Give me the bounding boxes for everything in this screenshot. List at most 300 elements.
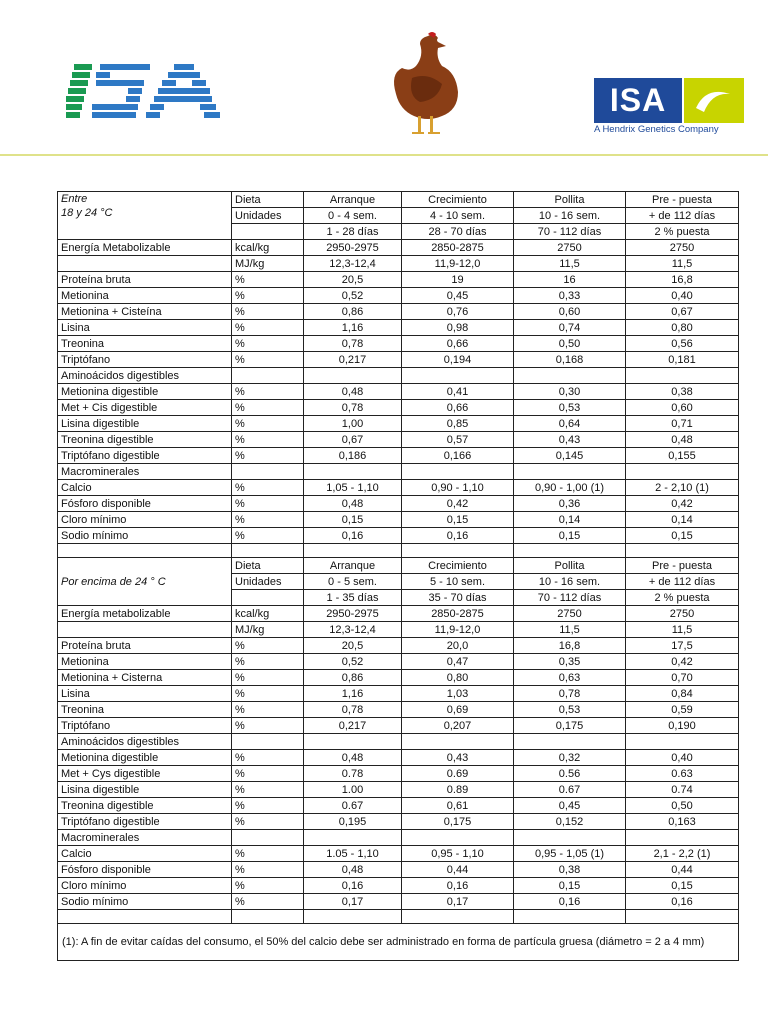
value-cell: 0,186: [304, 448, 402, 464]
value-cell: 0,63: [514, 670, 626, 686]
value-cell: 0,181: [626, 352, 739, 368]
units-label: Dieta: [232, 192, 304, 208]
value-cell: 12,3-12,4: [304, 256, 402, 272]
value-cell: 0,60: [514, 304, 626, 320]
value-cell: [626, 464, 739, 480]
value-cell: 0,17: [304, 894, 402, 910]
value-cell: 1,03: [402, 686, 514, 702]
value-cell: 0,14: [626, 512, 739, 528]
value-cell: 0,175: [514, 718, 626, 734]
phase-header: Pollita: [514, 192, 626, 208]
spacer-row: [58, 910, 739, 924]
table-row: [58, 400, 739, 416]
nutrient-name: Proteína bruta: [58, 638, 232, 654]
table-row: [58, 464, 739, 480]
nutrient-name: Met + Cys digestible: [58, 766, 232, 782]
value-cell: 2850-2875: [402, 606, 514, 622]
spacer-cell: [58, 544, 232, 558]
value-cell: 0,16: [304, 878, 402, 894]
unit-cell: %: [232, 512, 304, 528]
spacer-cell: [58, 910, 232, 924]
value-cell: 0,207: [402, 718, 514, 734]
value-cell: 0,195: [304, 814, 402, 830]
value-cell: 0,30: [514, 384, 626, 400]
unit-cell: [232, 830, 304, 846]
table-row: [58, 846, 739, 862]
value-cell: 0,38: [626, 384, 739, 400]
value-cell: 0,15: [626, 878, 739, 894]
isa-logo-right: [594, 78, 749, 140]
unit-cell: %: [232, 528, 304, 544]
value-cell: 0,78: [304, 400, 402, 416]
value-cell: [514, 368, 626, 384]
nutrient-name: Metionina + Cisteína: [58, 304, 232, 320]
unit-cell: %: [232, 846, 304, 862]
value-cell: 0,16: [402, 878, 514, 894]
value-cell: 11,5: [514, 256, 626, 272]
value-cell: 0.63: [626, 766, 739, 782]
value-cell: 16,8: [626, 272, 739, 288]
value-cell: 0,16: [304, 528, 402, 544]
unit-cell: %: [232, 718, 304, 734]
value-cell: 0,57: [402, 432, 514, 448]
spacer-cell: [232, 910, 304, 924]
table-row: [58, 894, 739, 910]
unit-cell: %: [232, 894, 304, 910]
table-row: [58, 368, 739, 384]
value-cell: 0.78: [304, 766, 402, 782]
value-cell: 0.69: [402, 766, 514, 782]
nutrient-name: Macrominerales: [58, 464, 232, 480]
value-cell: 0,42: [626, 496, 739, 512]
phase-header: Arranque: [304, 558, 402, 574]
nutrient-name: Lisina digestible: [58, 416, 232, 432]
unit-cell: %: [232, 400, 304, 416]
phase-header: Crecimiento: [402, 558, 514, 574]
value-cell: 0,166: [402, 448, 514, 464]
table-row: [58, 480, 739, 496]
unit-cell: %: [232, 750, 304, 766]
value-cell: 16,8: [514, 638, 626, 654]
value-cell: 0,33: [514, 288, 626, 304]
spacer-cell: [626, 544, 739, 558]
phase-header: 70 - 112 días: [514, 224, 626, 240]
value-cell: 0,66: [402, 400, 514, 416]
unit-cell: %: [232, 654, 304, 670]
table-row: [58, 862, 739, 878]
table-row: [58, 352, 739, 368]
value-cell: 0,76: [402, 304, 514, 320]
value-cell: 0,56: [626, 336, 739, 352]
phase-header: 2 % puesta: [626, 590, 739, 606]
value-cell: 0,90 - 1,10: [402, 480, 514, 496]
isa-logo-swoosh: [684, 78, 744, 123]
section-condition: Por encima de 24 ° C: [58, 558, 232, 606]
value-cell: 0,15: [304, 512, 402, 528]
value-cell: 0,80: [402, 670, 514, 686]
value-cell: 1.00: [304, 782, 402, 798]
table-row: [58, 256, 739, 272]
phase-header: 5 - 10 sem.: [402, 574, 514, 590]
value-cell: 19: [402, 272, 514, 288]
table-row: [58, 766, 739, 782]
value-cell: 0,15: [402, 512, 514, 528]
nutrient-name: Cloro mínimo: [58, 512, 232, 528]
value-cell: 0,38: [514, 862, 626, 878]
nutrient-name: [58, 256, 232, 272]
value-cell: 11,9-12,0: [402, 256, 514, 272]
header-divider: [0, 154, 768, 156]
value-cell: 0,95 - 1,05 (1): [514, 846, 626, 862]
value-cell: 0,86: [304, 670, 402, 686]
table-row: [58, 638, 739, 654]
nutrient-name: Sodio mínimo: [58, 528, 232, 544]
nutrient-name: Sodio mínimo: [58, 894, 232, 910]
table-row: [58, 496, 739, 512]
table-row: [58, 734, 739, 750]
nutrient-name: Triptófano digestible: [58, 814, 232, 830]
value-cell: 0,41: [402, 384, 514, 400]
header-row: [58, 558, 739, 574]
value-cell: 0,163: [626, 814, 739, 830]
value-cell: 0,190: [626, 718, 739, 734]
value-cell: 0,194: [402, 352, 514, 368]
value-cell: [626, 734, 739, 750]
isa-logo-left: [66, 58, 226, 124]
value-cell: 0,35: [514, 654, 626, 670]
value-cell: 0,78: [304, 336, 402, 352]
value-cell: 2,1 - 2,2 (1): [626, 846, 739, 862]
unit-cell: [232, 368, 304, 384]
value-cell: 2950-2975: [304, 606, 402, 622]
unit-cell: %: [232, 336, 304, 352]
value-cell: 0,78: [514, 686, 626, 702]
nutrient-name: Cloro mínimo: [58, 878, 232, 894]
value-cell: 0,217: [304, 352, 402, 368]
table-row: [58, 320, 739, 336]
units-label: [232, 224, 304, 240]
table-row: [58, 686, 739, 702]
phase-header: Pre - puesta: [626, 558, 739, 574]
unit-cell: %: [232, 288, 304, 304]
spacer-cell: [304, 910, 402, 924]
value-cell: [402, 830, 514, 846]
value-cell: 0,69: [402, 702, 514, 718]
phase-header: 28 - 70 días: [402, 224, 514, 240]
value-cell: 2750: [514, 606, 626, 622]
nutrient-name: Treonina digestible: [58, 798, 232, 814]
table-row: [58, 272, 739, 288]
table-row: [58, 304, 739, 320]
value-cell: 12,3-12,4: [304, 622, 402, 638]
nutrient-name: Macrominerales: [58, 830, 232, 846]
value-cell: 0,152: [514, 814, 626, 830]
value-cell: 0,168: [514, 352, 626, 368]
value-cell: 0,217: [304, 718, 402, 734]
unit-cell: %: [232, 304, 304, 320]
unit-cell: MJ/kg: [232, 622, 304, 638]
value-cell: 0.67: [304, 798, 402, 814]
value-cell: 0,64: [514, 416, 626, 432]
table-row: [58, 702, 739, 718]
value-cell: 0,43: [514, 432, 626, 448]
value-cell: [304, 368, 402, 384]
value-cell: 0,86: [304, 304, 402, 320]
nutrient-name: Metionina: [58, 288, 232, 304]
nutrient-name: Lisina: [58, 686, 232, 702]
nutrient-name: Aminoácidos digestibles: [58, 368, 232, 384]
table-row: [58, 512, 739, 528]
value-cell: 0,45: [514, 798, 626, 814]
nutrient-name: Triptófano digestible: [58, 448, 232, 464]
value-cell: 2 - 2,10 (1): [626, 480, 739, 496]
unit-cell: %: [232, 686, 304, 702]
value-cell: 0,145: [514, 448, 626, 464]
header-row: [58, 192, 739, 208]
value-cell: [514, 464, 626, 480]
value-cell: 0,15: [514, 528, 626, 544]
value-cell: 0,48: [626, 432, 739, 448]
table-row: [58, 416, 739, 432]
unit-cell: %: [232, 496, 304, 512]
units-label: [232, 590, 304, 606]
table-row: [58, 240, 739, 256]
value-cell: [514, 830, 626, 846]
value-cell: 20,0: [402, 638, 514, 654]
nutrient-name: Lisina: [58, 320, 232, 336]
phase-header: 2 % puesta: [626, 224, 739, 240]
table-row: [58, 814, 739, 830]
footnote-row: [58, 924, 739, 961]
value-cell: 0,80: [626, 320, 739, 336]
value-cell: 0,95 - 1,10: [402, 846, 514, 862]
value-cell: 0,70: [626, 670, 739, 686]
value-cell: 0,48: [304, 862, 402, 878]
value-cell: 0,42: [626, 654, 739, 670]
value-cell: 0,16: [514, 894, 626, 910]
value-cell: 0,14: [514, 512, 626, 528]
phase-header: 70 - 112 días: [514, 590, 626, 606]
value-cell: 0,47: [402, 654, 514, 670]
value-cell: [304, 464, 402, 480]
value-cell: 0,74: [514, 320, 626, 336]
hen-illustration: [384, 30, 464, 140]
value-cell: [304, 734, 402, 750]
value-cell: 1,16: [304, 686, 402, 702]
value-cell: 0,50: [514, 336, 626, 352]
units-label: Unidades: [232, 574, 304, 590]
value-cell: 0,52: [304, 288, 402, 304]
value-cell: 0,15: [514, 878, 626, 894]
unit-cell: %: [232, 670, 304, 686]
nutrient-name: Calcio: [58, 480, 232, 496]
unit-cell: %: [232, 702, 304, 718]
phase-header: 10 - 16 sem.: [514, 574, 626, 590]
table-row: [58, 622, 739, 638]
value-cell: 0,84: [626, 686, 739, 702]
value-cell: 0.56: [514, 766, 626, 782]
value-cell: [402, 368, 514, 384]
phase-header: + de 112 días: [626, 208, 739, 224]
value-cell: 0,52: [304, 654, 402, 670]
phase-header: 4 - 10 sem.: [402, 208, 514, 224]
value-cell: 0,45: [402, 288, 514, 304]
value-cell: 0,155: [626, 448, 739, 464]
table-row: [58, 718, 739, 734]
value-cell: 11,9-12,0: [402, 622, 514, 638]
value-cell: 0,53: [514, 400, 626, 416]
table-row: [58, 606, 739, 622]
value-cell: 2750: [514, 240, 626, 256]
value-cell: 0.74: [626, 782, 739, 798]
nutrient-name: Triptófano: [58, 718, 232, 734]
value-cell: 0,90 - 1,00 (1): [514, 480, 626, 496]
spacer-cell: [626, 910, 739, 924]
value-cell: 2950-2975: [304, 240, 402, 256]
value-cell: 20,5: [304, 638, 402, 654]
nutrition-table: [57, 191, 739, 961]
value-cell: 0.89: [402, 782, 514, 798]
nutrient-name: Energía Metabolizable: [58, 240, 232, 256]
value-cell: 0,44: [626, 862, 739, 878]
value-cell: [402, 464, 514, 480]
value-cell: 1,16: [304, 320, 402, 336]
value-cell: 0,40: [626, 750, 739, 766]
spacer-cell: [232, 544, 304, 558]
phase-header: Crecimiento: [402, 192, 514, 208]
value-cell: [626, 830, 739, 846]
value-cell: 1,00: [304, 416, 402, 432]
table-row: [58, 384, 739, 400]
spacer-cell: [304, 544, 402, 558]
value-cell: 0,48: [304, 496, 402, 512]
table-row: [58, 750, 739, 766]
value-cell: 0,60: [626, 400, 739, 416]
spacer-row: [58, 544, 739, 558]
phase-header: Pre - puesta: [626, 192, 739, 208]
table-row: [58, 528, 739, 544]
company-subtitle: A Hendrix Genetics Company: [594, 124, 719, 135]
nutrient-name: Lisina digestible: [58, 782, 232, 798]
value-cell: 0,36: [514, 496, 626, 512]
spacer-cell: [402, 910, 514, 924]
value-cell: [304, 830, 402, 846]
unit-cell: %: [232, 352, 304, 368]
table-row: [58, 878, 739, 894]
value-cell: 0,40: [626, 288, 739, 304]
value-cell: 0,175: [402, 814, 514, 830]
page-header: [0, 0, 768, 158]
spacer-cell: [402, 544, 514, 558]
units-label: Unidades: [232, 208, 304, 224]
value-cell: 2750: [626, 606, 739, 622]
spacer-cell: [514, 910, 626, 924]
unit-cell: kcal/kg: [232, 240, 304, 256]
value-cell: 17,5: [626, 638, 739, 654]
nutrient-name: Metionina: [58, 654, 232, 670]
phase-header: 35 - 70 días: [402, 590, 514, 606]
phase-header: 0 - 4 sem.: [304, 208, 402, 224]
value-cell: 0,42: [402, 496, 514, 512]
table-row: [58, 336, 739, 352]
value-cell: 0,50: [626, 798, 739, 814]
value-cell: 1,05 - 1,10: [304, 480, 402, 496]
value-cell: 0,32: [514, 750, 626, 766]
unit-cell: %: [232, 814, 304, 830]
value-cell: 0,53: [514, 702, 626, 718]
value-cell: [402, 734, 514, 750]
phase-header: Pollita: [514, 558, 626, 574]
value-cell: 0.67: [514, 782, 626, 798]
value-cell: 0,48: [304, 750, 402, 766]
value-cell: 0,43: [402, 750, 514, 766]
nutrient-name: Metionina digestible: [58, 384, 232, 400]
value-cell: [514, 734, 626, 750]
spacer-cell: [514, 544, 626, 558]
value-cell: 1.05 - 1,10: [304, 846, 402, 862]
value-cell: 0,67: [626, 304, 739, 320]
unit-cell: %: [232, 862, 304, 878]
nutrient-name: Aminoácidos digestibles: [58, 734, 232, 750]
value-cell: 0,17: [402, 894, 514, 910]
phase-header: Arranque: [304, 192, 402, 208]
unit-cell: %: [232, 272, 304, 288]
phase-header: 1 - 35 días: [304, 590, 402, 606]
footnote: (1): A fin de evitar caídas del consumo, el 50% del calcio debe ser administrado en forma de partícula gruesa (diámetro = 2 a 4 mm): [58, 924, 739, 961]
nutrient-name: Calcio: [58, 846, 232, 862]
unit-cell: %: [232, 638, 304, 654]
value-cell: [626, 368, 739, 384]
value-cell: 0,67: [304, 432, 402, 448]
value-cell: 0,44: [402, 862, 514, 878]
table-row: [58, 288, 739, 304]
isa-logo-text: ISA: [594, 78, 682, 123]
value-cell: 11,5: [626, 256, 739, 272]
nutrient-name: [58, 622, 232, 638]
phase-header: 0 - 5 sem.: [304, 574, 402, 590]
value-cell: 0,48: [304, 384, 402, 400]
unit-cell: %: [232, 448, 304, 464]
value-cell: 0,78: [304, 702, 402, 718]
value-cell: 16: [514, 272, 626, 288]
unit-cell: %: [232, 782, 304, 798]
value-cell: 0,61: [402, 798, 514, 814]
unit-cell: %: [232, 766, 304, 782]
unit-cell: MJ/kg: [232, 256, 304, 272]
unit-cell: %: [232, 320, 304, 336]
unit-cell: [232, 464, 304, 480]
nutrient-name: Proteína bruta: [58, 272, 232, 288]
value-cell: 11,5: [514, 622, 626, 638]
table-row: [58, 830, 739, 846]
nutrient-name: Treonina digestible: [58, 432, 232, 448]
nutrient-name: Treonina: [58, 336, 232, 352]
unit-cell: %: [232, 878, 304, 894]
phase-header: 1 - 28 días: [304, 224, 402, 240]
value-cell: 0,16: [626, 894, 739, 910]
table-row: [58, 782, 739, 798]
value-cell: 0,59: [626, 702, 739, 718]
unit-cell: %: [232, 384, 304, 400]
value-cell: 0,15: [626, 528, 739, 544]
value-cell: 2750: [626, 240, 739, 256]
unit-cell: kcal/kg: [232, 606, 304, 622]
section-condition: Entre 18 y 24 °C: [58, 192, 232, 240]
nutrient-name: Metionina + Cisterna: [58, 670, 232, 686]
table-row: [58, 448, 739, 464]
table-row: [58, 654, 739, 670]
nutrient-name: Fósforo disponible: [58, 862, 232, 878]
